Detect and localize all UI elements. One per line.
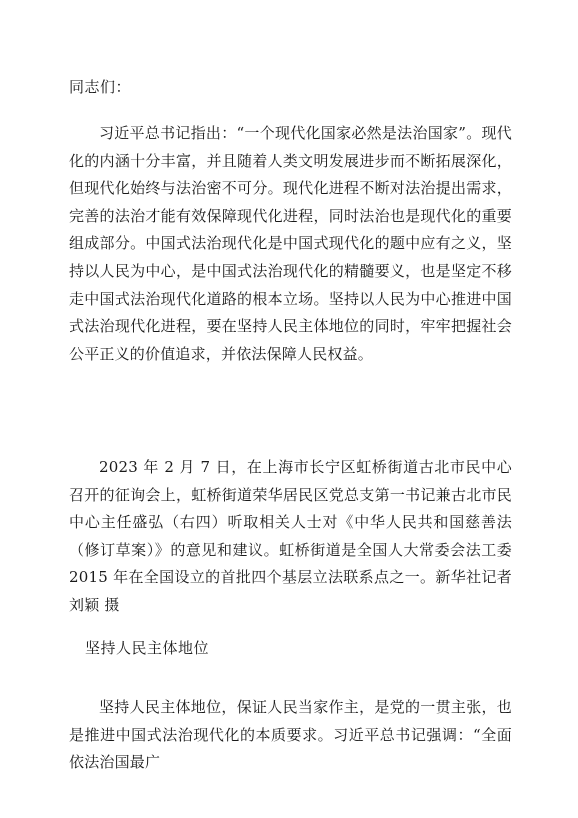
greeting: 同志们：	[69, 78, 132, 96]
section-heading: 坚持人民主体地位	[85, 639, 210, 657]
photo-caption: 2023 年 2 月 7 日，在上海市长宁区虹桥街道古北市民中心召开的征询会上，虹桥街道荣华居民区党总支第一书记兼古北市民中心主任盛弘（右四）听取相关人士对《中华人民共和国慈善法（修订草案）》的意见和建议。虹桥街道是全国人大常委会法工委 2015 年在全国设立的首批四个基层立法联系点之一。新华社记者 刘颖 摄	[69, 458, 512, 614]
paragraph-section: 坚持人民主体地位，保证人民当家作主，是党的一贯主张，也是推进中国式法治现代化的本质要求。习近平总书记强调：“全面依法治国最广	[69, 698, 512, 772]
paragraph-intro: 习近平总书记指出：“一个现代化国家必然是法治国家”。现代化的内涵十分丰富，并且随着人类文明发展进步而不断拓展深化，但现代化始终与法治密不可分。现代化进程不断对法治提出需求，完善的法治才能有效保障现代化进程，同时法治也是现代化的重要组成部分。中国式法治现代化是中国式现代化的题中应有之义，坚持以人民为中心，是中国式法治现代化的精髓要义，也是坚定不移走中国式法治现代化道路的根本立场。坚持以人民为中心推进中国式法治现代化进程，要在坚持人民主体地位的同时，牢牢把握社会公平正义的价值追求，并依法保障人民权益。	[69, 124, 512, 363]
